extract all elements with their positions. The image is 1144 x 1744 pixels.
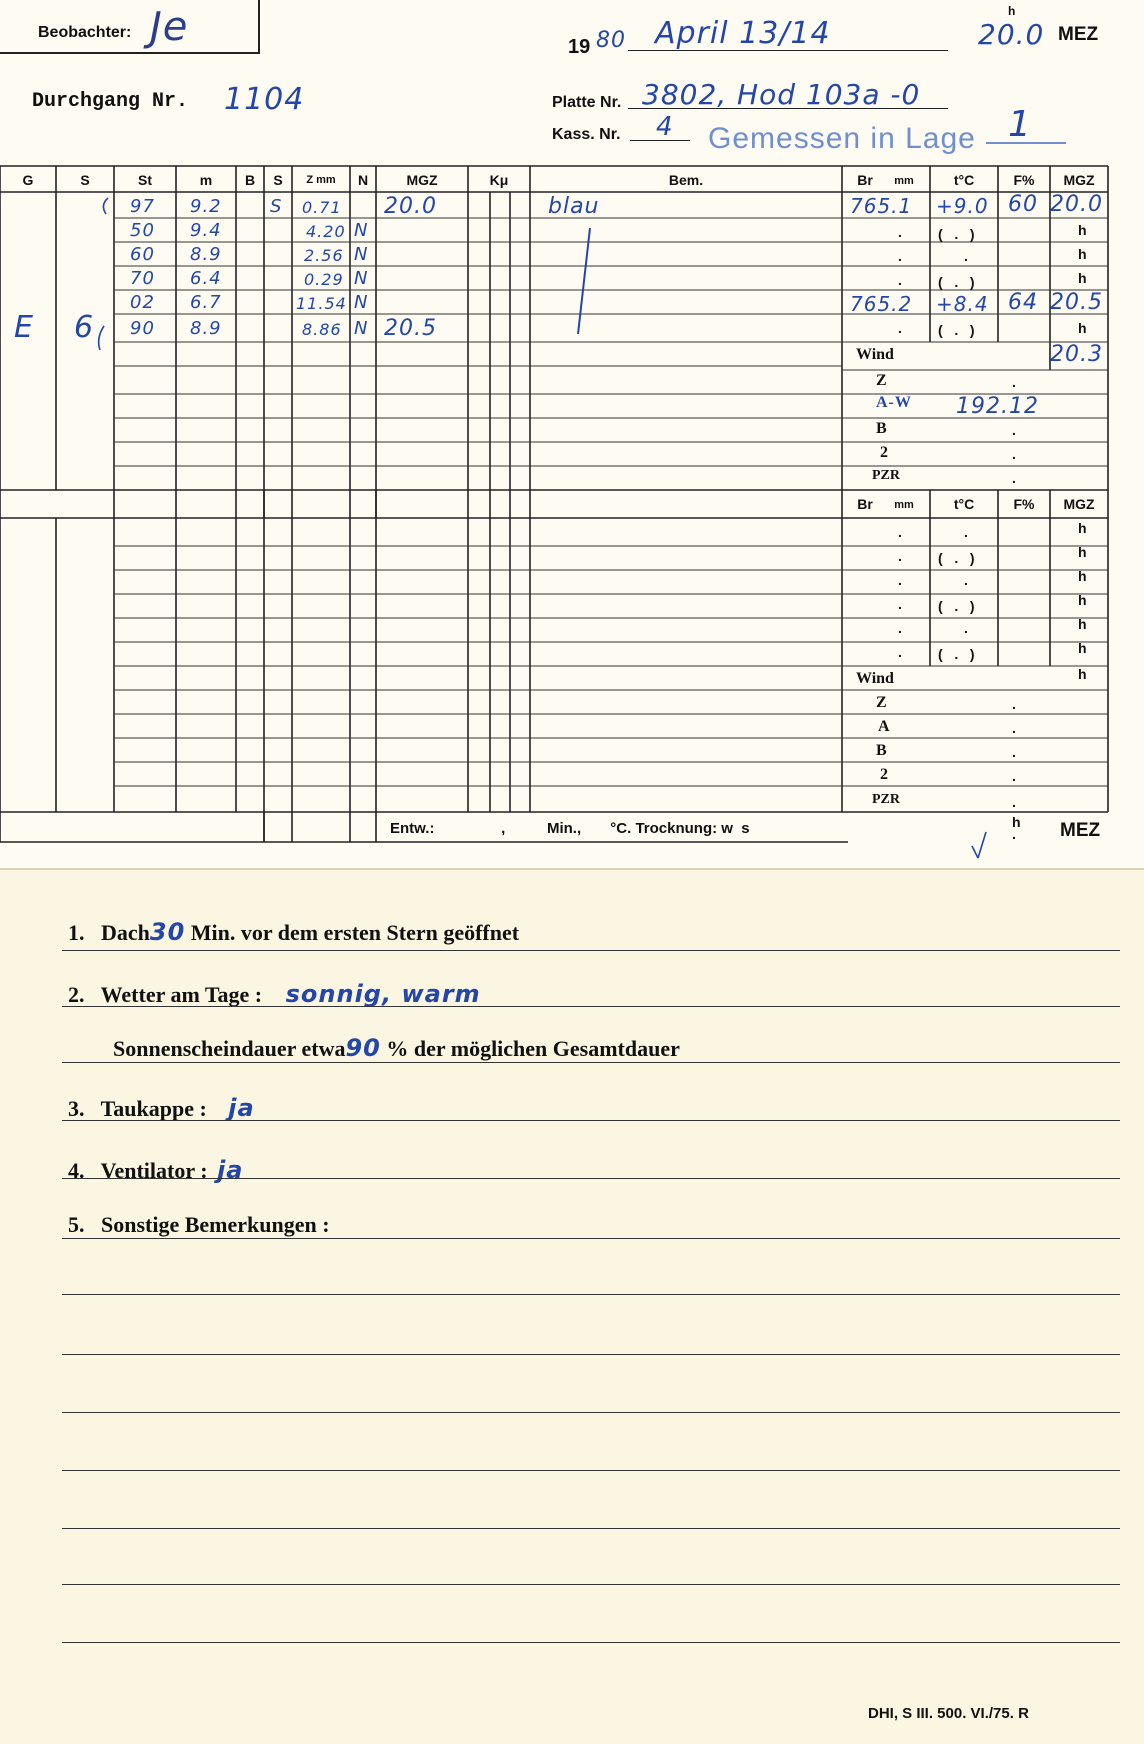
col-br-header-2: Br [857, 496, 873, 512]
row6-m: 8.9 [190, 318, 222, 339]
met2-t: +8.4 [936, 292, 989, 316]
kass-value: 4 [656, 112, 674, 142]
g-value: E [14, 310, 34, 345]
blank-line-7 [62, 1584, 1120, 1585]
q2-line [62, 1006, 1120, 1007]
row1-bem: blau [548, 194, 600, 219]
row1-s: S [270, 196, 283, 217]
row1-m: 9.2 [190, 196, 222, 217]
met2-br: 765.2 [850, 292, 913, 316]
met1-br: 765.1 [850, 194, 913, 218]
col-f-header-2: F% [1013, 496, 1035, 512]
met2-mgz: 20.5 [1050, 290, 1103, 315]
col-b-header: B [244, 172, 256, 188]
q2-num: 2. [68, 982, 85, 1007]
blank-line-1 [62, 1238, 1120, 1239]
q4-num: 4. [68, 1158, 85, 1183]
row4-n: N [354, 268, 369, 289]
col-mgz2-header: MGZ [1063, 172, 1095, 188]
s-value: 6 [74, 310, 95, 345]
wind-value: 20.3 [1050, 342, 1103, 367]
col-kmu-header: Kμ [489, 172, 509, 188]
time-handwritten: 20.0 [978, 18, 1045, 51]
durchgang-value: 1104 [224, 82, 305, 117]
mez-label: MEZ [1058, 24, 1099, 45]
q2-pre: Wetter am Tage : [100, 982, 263, 1007]
form-code: DHI, S III. 500. VI./75. R [868, 1705, 1029, 1722]
col-bem-header: Bem. [668, 172, 704, 188]
question-4 [68, 1156, 243, 1184]
row2-st: 50 [130, 220, 155, 241]
q2b-pre: Sonnenscheindauer etwa [113, 1036, 346, 1061]
table-grid [0, 0, 1144, 868]
row2-m: 9.4 [190, 220, 222, 241]
year-handwritten: 80 [596, 28, 626, 53]
met1-f: 60 [1008, 192, 1038, 217]
row1-mgz: 20.0 [384, 194, 437, 219]
row3-st: 60 [130, 244, 155, 265]
col-s2-header: S [273, 172, 283, 188]
met2-f: 64 [1008, 290, 1038, 315]
two-label: 2 [880, 444, 888, 461]
wind-label: Wind [856, 346, 894, 363]
wind-label-2: Wind [856, 670, 894, 687]
col-br-unit: mm [894, 175, 914, 187]
blank-line-5 [62, 1470, 1120, 1471]
row4-st: 70 [130, 268, 155, 289]
blank-line-2 [62, 1294, 1120, 1295]
observer-label: Beobachter: [38, 24, 132, 41]
q3-line [62, 1120, 1120, 1121]
two-label-2: 2 [880, 766, 888, 783]
blank-line-4 [62, 1412, 1120, 1413]
row3-m: 8.9 [190, 244, 222, 265]
b-label-2: B [876, 742, 887, 759]
col-t-header: t°C [953, 172, 975, 188]
col-s-header: S [80, 172, 90, 188]
row6-st: 90 [130, 318, 155, 339]
row3-z: 2.56 [304, 246, 344, 265]
col-st-header: St [138, 172, 152, 188]
q5-num: 5. [68, 1212, 85, 1237]
platte-value: 3802, Hod 103a -0 [642, 78, 921, 111]
a-label-2: A [878, 718, 890, 735]
row4-z: 0.29 [304, 270, 344, 289]
row6-mgz: 20.5 [384, 316, 437, 341]
q2-hw: sonnig, warm [285, 980, 481, 1008]
row6-z: 8.86 [302, 320, 342, 339]
q2b-line [62, 1062, 1120, 1063]
z-label: Z [876, 372, 887, 389]
q1-pre: Dach [101, 920, 150, 945]
mez-bottom: MEZ [1060, 820, 1101, 841]
q5-pre: Sonstige Bemerkungen : [101, 1212, 330, 1237]
q3-hw: ja [228, 1094, 255, 1122]
gemessen-stamp: Gemessen in Lage [708, 122, 976, 155]
blank-line-8 [62, 1642, 1120, 1643]
z-label-2: Z [876, 694, 887, 711]
row2-n: N [354, 220, 369, 241]
observer-value: Je [150, 4, 189, 50]
met1-mgz: 20.0 [1050, 192, 1103, 217]
col-t-header-2: t°C [953, 496, 975, 512]
row5-n: N [354, 292, 369, 313]
col-n-header: N [357, 172, 369, 188]
date-handwritten: April 13/14 [655, 16, 831, 51]
question-2 [68, 980, 481, 1008]
q1-num: 1. [68, 920, 85, 945]
question-3 [68, 1094, 255, 1122]
row1-st: 97 [130, 196, 155, 217]
durchgang-label: Durchgang Nr. [32, 90, 189, 113]
row5-st: 02 [130, 292, 155, 313]
a-value: 192.12 [956, 394, 1039, 419]
col-br-header: Br [857, 172, 873, 188]
row3-n: N [354, 244, 369, 265]
question-5 [68, 1212, 330, 1238]
row2-z: 4.20 [306, 222, 346, 241]
q1-post: Min. vor dem ersten Stern geöffnet [190, 920, 520, 945]
question-1 [68, 918, 519, 946]
col-mgz-header: MGZ [406, 172, 438, 188]
observation-card-top: Beobachter: Je 19 80 April 13/14 h 20.0 MEZ Durchgang Nr. 1104 Platte Nr. 3802, Hod 103a -0 Kass. Nr. 4 Gemessen in Lage 1 G S St m B S Z mm N MGZ Kμ Bem. Br mm t°C F% MGZ Br mm t°C F% MGZ E 6 97 9.2 S 0.71 20.0 blau 50 9.4 4.20 N 60 8.9 2.56 N 70 6.4 0.29 N 02 6.7 11.54 N 90 8.9 8.86 N 20.5 765.1 +9.0 60 20.0 765.2 +8.4 64 20.5 . ( . ) . . . ( . ) . ( . ) h h h h Wind 20.3 Z . A-W 192.12 B . 2 . PZR . . . . ( . ) . . . ( . ) . . . ( . ) h h h h h h h Wind Z . A . B . 2 . PZR . Entw.: , Min., °C. Trocknung: w s h . MEZ [0, 0, 1144, 870]
row5-z: 11.54 [296, 294, 347, 313]
entw-row: Entw.: , Min., °C. Trocknung: w s [390, 820, 750, 837]
q2b-post: % der möglichen Gesamtdauer [386, 1036, 680, 1061]
pzr-label-2: PZR [872, 792, 900, 807]
col-mgz2-header-2: MGZ [1063, 496, 1095, 512]
q3-num: 3. [68, 1096, 85, 1121]
question-2b [113, 1034, 680, 1062]
blank-line-3 [62, 1354, 1120, 1355]
pzr-label: PZR [872, 468, 900, 483]
q1-hw: 30 [149, 918, 186, 946]
lage-value: 1 [1008, 104, 1032, 145]
q4-hw: ja [217, 1156, 244, 1184]
row1-z: 0.71 [302, 198, 342, 217]
row5-m: 6.7 [190, 292, 222, 313]
col-m-header: m [199, 172, 213, 188]
q2b-hw: 90 [345, 1034, 381, 1062]
year-printed: 19 [568, 36, 591, 58]
col-z-header: Z mm [306, 174, 336, 186]
blank-line-6 [62, 1528, 1120, 1529]
q1-line [62, 950, 1120, 951]
met1-t: +9.0 [936, 194, 989, 218]
platte-label: Platte Nr. [552, 94, 622, 111]
kass-label: Kass. Nr. [552, 126, 621, 143]
q4-pre: Ventilator : [100, 1158, 208, 1183]
b-label: B [876, 420, 887, 437]
col-f-header: F% [1013, 172, 1035, 188]
time-hour-mark: h [1008, 4, 1016, 18]
row6-n: N [354, 318, 369, 339]
row4-m: 6.4 [190, 268, 222, 289]
q4-line [62, 1178, 1120, 1179]
a-label: A-W [876, 394, 912, 411]
col-g-header: G [22, 172, 34, 188]
q3-pre: Taukappe : [100, 1096, 207, 1121]
col-br-unit-2: mm [894, 499, 914, 511]
